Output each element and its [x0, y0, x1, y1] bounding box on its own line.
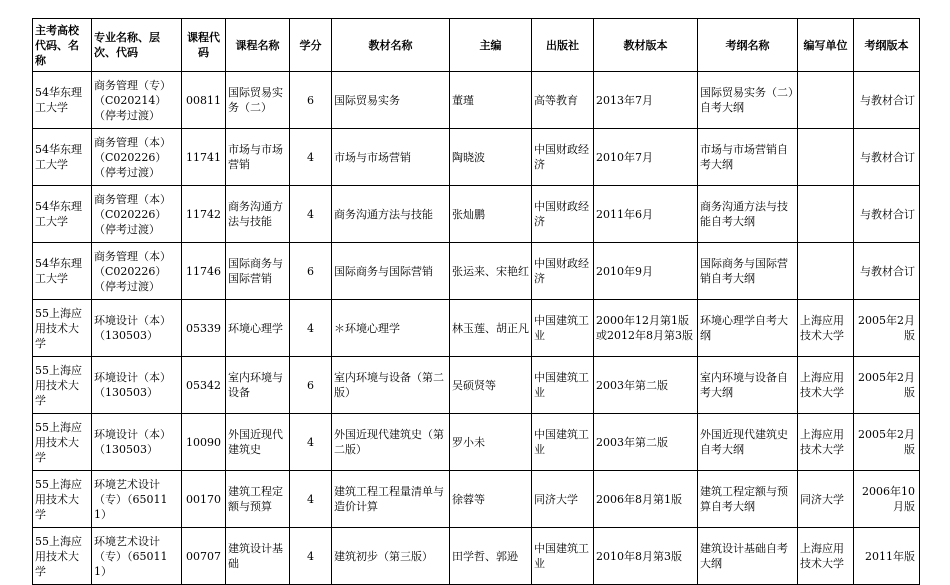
cell-publisher: 高等教育: [532, 72, 594, 129]
table-row: [33, 129, 920, 186]
cell-course-name: 室内环境与设备: [226, 357, 290, 414]
course-textbook-table: [32, 18, 920, 585]
cell-syllabus: 商务沟通方法与技能自考大纲: [698, 186, 798, 243]
cell-course-code: 05339: [182, 300, 226, 357]
cell-syllabus: 环境心理学自考大纲: [698, 300, 798, 357]
cell-editor: 徐蓉等: [450, 471, 532, 528]
cell-course-name: 建筑工程定额与预算: [226, 471, 290, 528]
cell-editor: 董瑾: [450, 72, 532, 129]
cell-edition: 2011年6月: [594, 186, 698, 243]
cell-author-unit: [798, 186, 854, 243]
cell-syllabus-edition: 与教材合订: [854, 129, 920, 186]
cell-school: 54华东理工大学: [33, 72, 92, 129]
cell-editor: 林玉莲、胡正凡: [450, 300, 532, 357]
cell-credit: 4: [290, 414, 332, 471]
cell-textbook: 市场与市场营销: [332, 129, 450, 186]
cell-credit: 4: [290, 129, 332, 186]
table-row: [33, 528, 920, 585]
cell-credit: 6: [290, 243, 332, 300]
cell-major: 商务管理（本）（C020226）（停考过渡）: [92, 243, 182, 300]
cell-author-unit: 上海应用技术大学: [798, 300, 854, 357]
cell-publisher: 中国建筑工业: [532, 414, 594, 471]
cell-course-code: 11742: [182, 186, 226, 243]
cell-edition: 2010年8月第3版: [594, 528, 698, 585]
cell-author-unit: [798, 129, 854, 186]
cell-major: 环境设计（本）（130503）: [92, 357, 182, 414]
cell-school: 55上海应用技术大学: [33, 357, 92, 414]
cell-author-unit: 上海应用技术大学: [798, 357, 854, 414]
cell-author-unit: [798, 72, 854, 129]
cell-major: 商务管理（本）（C020226）（停考过渡）: [92, 129, 182, 186]
cell-publisher: 中国财政经济: [532, 243, 594, 300]
cell-textbook: 商务沟通方法与技能: [332, 186, 450, 243]
cell-edition: 2003年第二版: [594, 357, 698, 414]
cell-editor: 田学哲、郭逊: [450, 528, 532, 585]
cell-author-unit: 上海应用技术大学: [798, 414, 854, 471]
cell-publisher: 同济大学: [532, 471, 594, 528]
cell-credit: 4: [290, 300, 332, 357]
cell-editor: 张运来、宋艳红: [450, 243, 532, 300]
cell-author-unit: [798, 243, 854, 300]
cell-edition: 2000年12月第1版或2012年8月第3版: [594, 300, 698, 357]
cell-edition: 2010年9月: [594, 243, 698, 300]
cell-course-code: 00707: [182, 528, 226, 585]
table-row: [33, 414, 920, 471]
cell-credit: 4: [290, 471, 332, 528]
course-table-container: [32, 18, 920, 585]
cell-course-name: 建筑设计基础: [226, 528, 290, 585]
cell-edition: 2010年7月: [594, 129, 698, 186]
cell-syllabus: 室内环境与设备自考大纲: [698, 357, 798, 414]
cell-course-code: 11746: [182, 243, 226, 300]
cell-school: 55上海应用技术大学: [33, 471, 92, 528]
header-author-unit: 编写单位: [798, 19, 854, 72]
header-syllabus: 考纲名称: [698, 19, 798, 72]
cell-textbook: 国际商务与国际营销: [332, 243, 450, 300]
cell-course-code: 11741: [182, 129, 226, 186]
cell-publisher: 中国财政经济: [532, 129, 594, 186]
table-row: [33, 243, 920, 300]
cell-syllabus-edition: 2006年10月版: [854, 471, 920, 528]
cell-edition: 2006年8月第1版: [594, 471, 698, 528]
cell-syllabus-edition: 与教材合订: [854, 243, 920, 300]
cell-publisher: 中国建筑工业: [532, 357, 594, 414]
cell-course-name: 外国近现代建筑史: [226, 414, 290, 471]
cell-syllabus: 国际商务与国际营销自考大纲: [698, 243, 798, 300]
header-school: 主考高校代码、名称: [33, 19, 92, 72]
cell-syllabus: 国际贸易实务（二）自考大纲: [698, 72, 798, 129]
cell-syllabus-edition: 2005年2月版: [854, 357, 920, 414]
cell-editor: 陶晓波: [450, 129, 532, 186]
table-row: [33, 72, 920, 129]
cell-major: 环境设计（本）（130503）: [92, 300, 182, 357]
header-course-name: 课程名称: [226, 19, 290, 72]
cell-textbook: ＊环境心理学: [332, 300, 450, 357]
cell-syllabus-edition: 2005年2月版: [854, 300, 920, 357]
cell-major: 环境设计（本）（130503）: [92, 414, 182, 471]
cell-editor: 吴硕贤等: [450, 357, 532, 414]
cell-credit: 6: [290, 72, 332, 129]
header-major: 专业名称、层次、代码: [92, 19, 182, 72]
cell-syllabus: 市场与市场营销自考大纲: [698, 129, 798, 186]
cell-school: 54华东理工大学: [33, 243, 92, 300]
table-row: [33, 471, 920, 528]
header-textbook: 教材名称: [332, 19, 450, 72]
cell-textbook: 国际贸易实务: [332, 72, 450, 129]
cell-school: 55上海应用技术大学: [33, 300, 92, 357]
cell-syllabus: 外国近现代建筑史自考大纲: [698, 414, 798, 471]
table-row: [33, 357, 920, 414]
cell-syllabus: 建筑工程定额与预算自考大纲: [698, 471, 798, 528]
cell-school: 55上海应用技术大学: [33, 414, 92, 471]
header-course-code: 课程代码: [182, 19, 226, 72]
cell-credit: 6: [290, 357, 332, 414]
cell-course-name: 环境心理学: [226, 300, 290, 357]
cell-major: 商务管理（本）（C020226）（停考过渡）: [92, 186, 182, 243]
header-credit: 学分: [290, 19, 332, 72]
cell-school: 54华东理工大学: [33, 129, 92, 186]
cell-school: 55上海应用技术大学: [33, 528, 92, 585]
cell-syllabus-edition: 与教材合订: [854, 186, 920, 243]
cell-syllabus-edition: 与教材合订: [854, 72, 920, 129]
cell-course-name: 国际贸易实务（二）: [226, 72, 290, 129]
cell-course-code: 00170: [182, 471, 226, 528]
cell-textbook: 建筑初步（第三版）: [332, 528, 450, 585]
cell-credit: 4: [290, 186, 332, 243]
cell-major: 环境艺术设计（专）（650111）: [92, 471, 182, 528]
cell-syllabus: 建筑设计基础自考大纲: [698, 528, 798, 585]
table-row: [33, 300, 920, 357]
cell-textbook: 外国近现代建筑史（第二版）: [332, 414, 450, 471]
header-syllabus-edition: 考纲版本: [854, 19, 920, 72]
header-row: [33, 19, 920, 72]
cell-major: 环境艺术设计（专）（650111）: [92, 528, 182, 585]
cell-major: 商务管理（专）（C020214）（停考过渡）: [92, 72, 182, 129]
cell-syllabus-edition: 2011年版: [854, 528, 920, 585]
header-editor: 主编: [450, 19, 532, 72]
cell-edition: 2013年7月: [594, 72, 698, 129]
cell-course-code: 10090: [182, 414, 226, 471]
cell-publisher: 中国财政经济: [532, 186, 594, 243]
cell-editor: 张灿鹏: [450, 186, 532, 243]
cell-course-name: 商务沟通方法与技能: [226, 186, 290, 243]
cell-textbook: 室内环境与设备（第二版）: [332, 357, 450, 414]
cell-school: 54华东理工大学: [33, 186, 92, 243]
cell-publisher: 中国建筑工业: [532, 528, 594, 585]
cell-editor: 罗小未: [450, 414, 532, 471]
cell-author-unit: 上海应用技术大学: [798, 528, 854, 585]
table-row: [33, 186, 920, 243]
cell-publisher: 中国建筑工业: [532, 300, 594, 357]
cell-author-unit: 同济大学: [798, 471, 854, 528]
cell-course-code: 00811: [182, 72, 226, 129]
cell-course-name: 国际商务与国际营销: [226, 243, 290, 300]
header-edition: 教材版本: [594, 19, 698, 72]
cell-textbook: 建筑工程工程量清单与造价计算: [332, 471, 450, 528]
cell-course-name: 市场与市场营销: [226, 129, 290, 186]
cell-course-code: 05342: [182, 357, 226, 414]
cell-syllabus-edition: 2005年2月版: [854, 414, 920, 471]
cell-edition: 2003年第二版: [594, 414, 698, 471]
header-publisher: 出版社: [532, 19, 594, 72]
cell-credit: 4: [290, 528, 332, 585]
